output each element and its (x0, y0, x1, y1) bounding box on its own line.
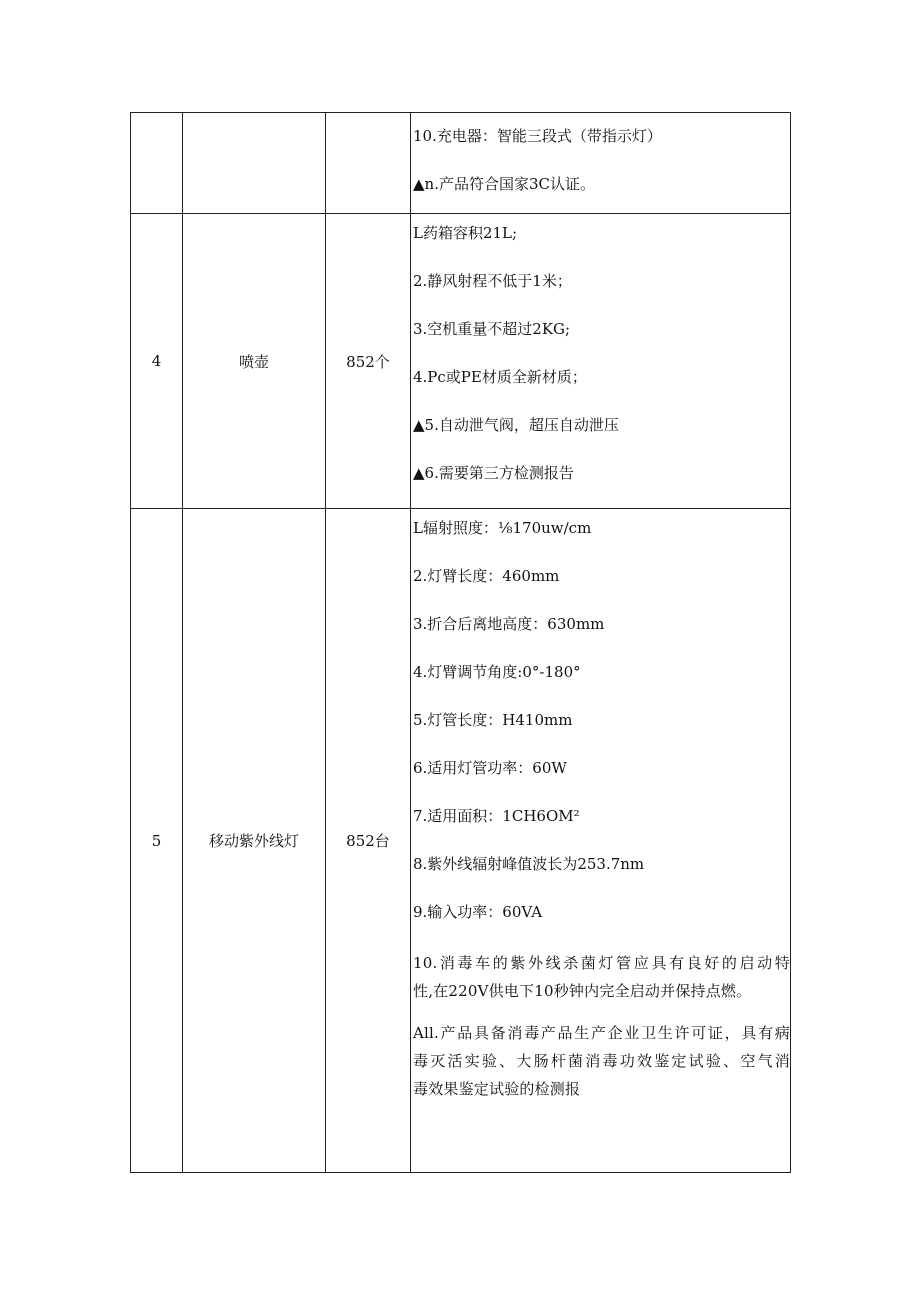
spec-line: 4.Pc或PE材质全新材质； (413, 368, 587, 386)
spec-table (130, 112, 791, 1173)
item-name-cell: 移动紫外线灯 (182, 509, 325, 1172)
spec-line: 8.紫外线辐射峰值波长为253.7nm (413, 855, 645, 873)
quantity-cell (325, 113, 410, 213)
spec-line: 5.灯管长度：H410mm (413, 711, 573, 729)
table-row (131, 508, 790, 1172)
row-number-cell: 5 (151, 831, 162, 850)
row-number-cell: 4 (151, 352, 162, 370)
spec-line: 毒灭活实验、大肠杆菌消毒功效鉴定试验、空气消 (413, 1052, 790, 1070)
spec-line: 3.折合后离地高度：630mm (413, 615, 605, 633)
item-name-cell: 喷壶 (182, 214, 325, 508)
quantity-cell: 852个 (325, 214, 410, 508)
spec-paragraph (413, 949, 790, 1005)
table-row (131, 113, 790, 213)
spec-line: 4.灯臂调节角度:0°-180° (413, 663, 581, 681)
spec-line: 10.充电器：智能三段式（带指示灯） (413, 127, 662, 145)
spec-cell (410, 214, 790, 508)
spec-line: 性,在220V供电下10秒钟内完全启动并保持点燃。 (413, 982, 752, 1000)
spec-line: 9.输入功率：60VA (413, 903, 543, 921)
spec-cell (410, 509, 790, 1172)
spec-line: 2.静风射程不低于1米； (413, 272, 572, 290)
spec-line: 3.空机重量不超过2KG; (413, 320, 571, 338)
table-row (131, 213, 790, 508)
row-number-cell (131, 113, 182, 213)
spec-line: ▲6.需要第三方检测报告 (413, 464, 574, 482)
spec-line: 毒效果鉴定试验的检测报 (413, 1080, 581, 1098)
spec-paragraph (413, 1019, 790, 1103)
spec-line: 7.适用面积：1CH6OM² (413, 807, 580, 825)
spec-line: L药箱容积21L; (413, 224, 518, 242)
spec-line: L辐射照度：⅛170uw∕cm (413, 519, 592, 537)
spec-line: ▲5.自动泄气阀，超压自动泄压 (413, 416, 619, 434)
spec-cell (410, 113, 790, 213)
spec-line: ▲n.产品符合国家3C认证。 (413, 175, 595, 193)
spec-line: 10.消毒车的紫外线杀菌灯管应具有良好的启动特 (413, 954, 790, 972)
spec-line: 2.灯臂长度：460mm (413, 567, 560, 585)
spec-line: All.产品具备消毒产品生产企业卫生许可证，具有病 (413, 1024, 790, 1042)
item-name-cell (182, 113, 325, 213)
spec-line: 6.适用灯管功率：60W (413, 759, 567, 777)
quantity-cell: 852台 (325, 509, 410, 1172)
